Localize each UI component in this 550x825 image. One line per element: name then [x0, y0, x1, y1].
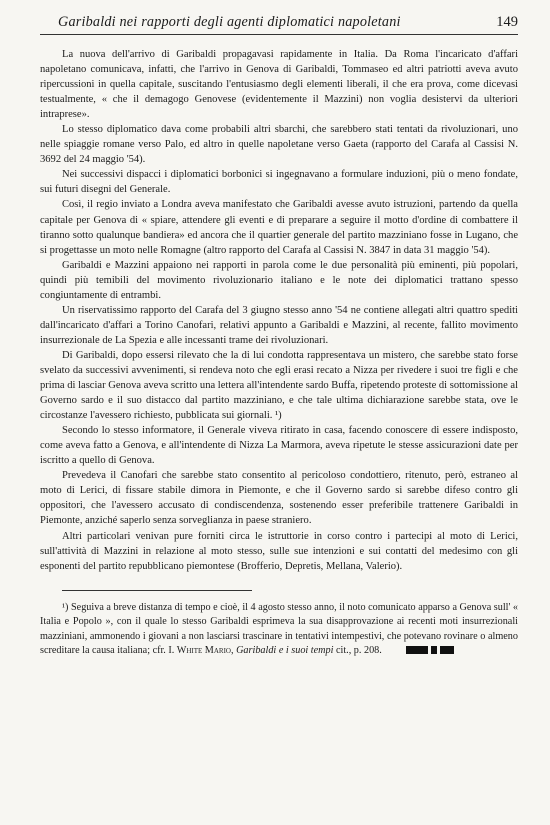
paragraph: La nuova dell'arrivo di Garibaldi propagavasi rapidamente in Italia. Da Roma l'incaricato d'affari napoletano comunicava, infatti, che l'arrivo in Genova di Garibaldi, Tommaseo ed altri patriotti aveva avuto ripercussioni in quella capitale, suscitando l'entusiasmo degli elementi liberali, il che era prova, come dicevasi testualmente, « che il demagogo Genovese (evidentemente il Mazzini) non voglia desistervi da ulteriori intraprese». — [40, 49, 518, 121]
paragraph: Altri particolari venivan pure forniti circa le istruttorie in corso contro i partecipi al moto di Lerici, sull'attività di Mazzini in relazione al moto stesso, sulle sue intenzioni e sui contatti del medesimo con gli esponenti del partito repubblicano piemontese (Brofferio, Depretis, Mellana, Valerio). — [40, 530, 518, 572]
paragraph: Nei successivi dispacci i diplomatici borbonici si ingegnavano a formulare induzioni, più o meno fondate, sui futuri disegni del Generale. — [40, 169, 518, 196]
paragraph: Garibaldi e Mazzini appaiono nei rapporti in parola come le due personalità più eminenti, più popolari, quindi più temibili del movimento rivoluzionario italiano e le note dei diplomatici trattano spesso congiuntamente di entrambi. — [40, 259, 518, 301]
footnote-text: ¹) Seguiva a breve distanza di tempo e cioè, il 4 agosto stesso anno, il noto comunicato apparso a Genova sull' « Italia e Popolo », con il quale lo stesso Garibaldi esprimeva la sua disapprovazione ai recenti moti insurrezionali mazziniani, ammonendo i giovani a non lasciarsi trascinare in tentativi intempestivi, che potevano rovinare o almeno screditare la causa italiana; cfr. — [40, 601, 518, 657]
paragraph: Prevedeva il Canofari che sarebbe stato consentito al pericoloso condottiero, ritenuto, però, estraneo al moto di Lerici, di fissare stabile dimora in Piemonte, e che il Governo sardo si sarebbe difeso contro gli oppositori, che l'avessero accusato di condiscendenza, sostenendo esser preferibile trattenere Garibaldi in Piemonte, anziché saperlo senza sorveglianza in paese straniero. — [40, 470, 518, 527]
footnote-paragraph — [40, 601, 518, 659]
paragraph: Così, il regio inviato a Londra aveva manifestato che Garibaldi avesse avuto istruzioni, partendo da quella capitale per Genova di « spiare, attendere gli eventi e di preparare a seguire il motto d'ordine di combattere il tiranno sotto qualunque bandiera» ed ancora che il quartier generale del partito mazziniano fosse in Lugano, che si progettasse un moto nelle Romagne (altro rapporto del Carafa al Cassisi N. 3847 in data 31 maggio '54). — [40, 199, 518, 256]
paragraph: Lo stesso diplomatico dava come probabili altri sbarchi, che sarebbero stati tentati da rivoluzionari, uno nelle spiaggie romane verso Palo, ed altro in quelle napoletane verso Gaeta (rapporto del Carafa al Cassisi N. 3692 del 24 maggio '54). — [40, 124, 518, 166]
ink-smudge — [406, 646, 428, 654]
ink-smudge — [440, 646, 454, 654]
paragraph: Un riservatissimo rapporto del Carafa del 3 giugno stesso anno '54 ne contiene allegati altri quattro spediti dall'incaricato d'affari a Torino Canofari, relativi appunto a Garibaldi e Mazzini, al recente, fallito movimento insurrezionale de La Spezia e alle incessanti trame dei rivoluzionari. — [40, 304, 518, 346]
footnote — [40, 601, 518, 659]
footnote-citation: cit., p. 208. — [335, 645, 382, 657]
running-title: Garibaldi nei rapporti degli agenti diplomatici napoletani — [58, 14, 401, 30]
body-text — [40, 47, 518, 574]
paragraph: Di Garibaldi, dopo essersi rilevato che la di lui condotta rappresentava un mistero, che sarebbe stato forse svelato da successivi avvenimenti, si rendeva noto che egli erasi recato a Nizza per rivedere i suoi tre figli e che prima di lasciar Genova aveva scritto una lettera all'intendente sardo Buffa, ripetendo proteste di sottomissione al Governo sardo e il suo distacco dal partito mazziniano, e che tale ultima dichiarazione sarebbe stata, ove le circostanze l'avessero richiesto, pubblicata sui giornali. ¹) — [40, 349, 518, 422]
footnote-work: Garibaldi e i suoi tempi — [236, 645, 334, 657]
paragraph: Secondo lo stesso informatore, il Generale viveva ritirato in casa, facendo conoscere di essere indisposto, come aveva fatto a Genova, e all'intendente di Nizza La Marmora, aveva ripetute le stesse assicurazioni date per iscritto a quello di Genova. — [40, 425, 518, 467]
page-number: 149 — [496, 14, 518, 30]
footnote-divider — [62, 590, 252, 591]
page-header — [40, 14, 518, 35]
footnote-author: I. White Mario, — [168, 645, 234, 657]
ink-smudge — [431, 646, 437, 654]
